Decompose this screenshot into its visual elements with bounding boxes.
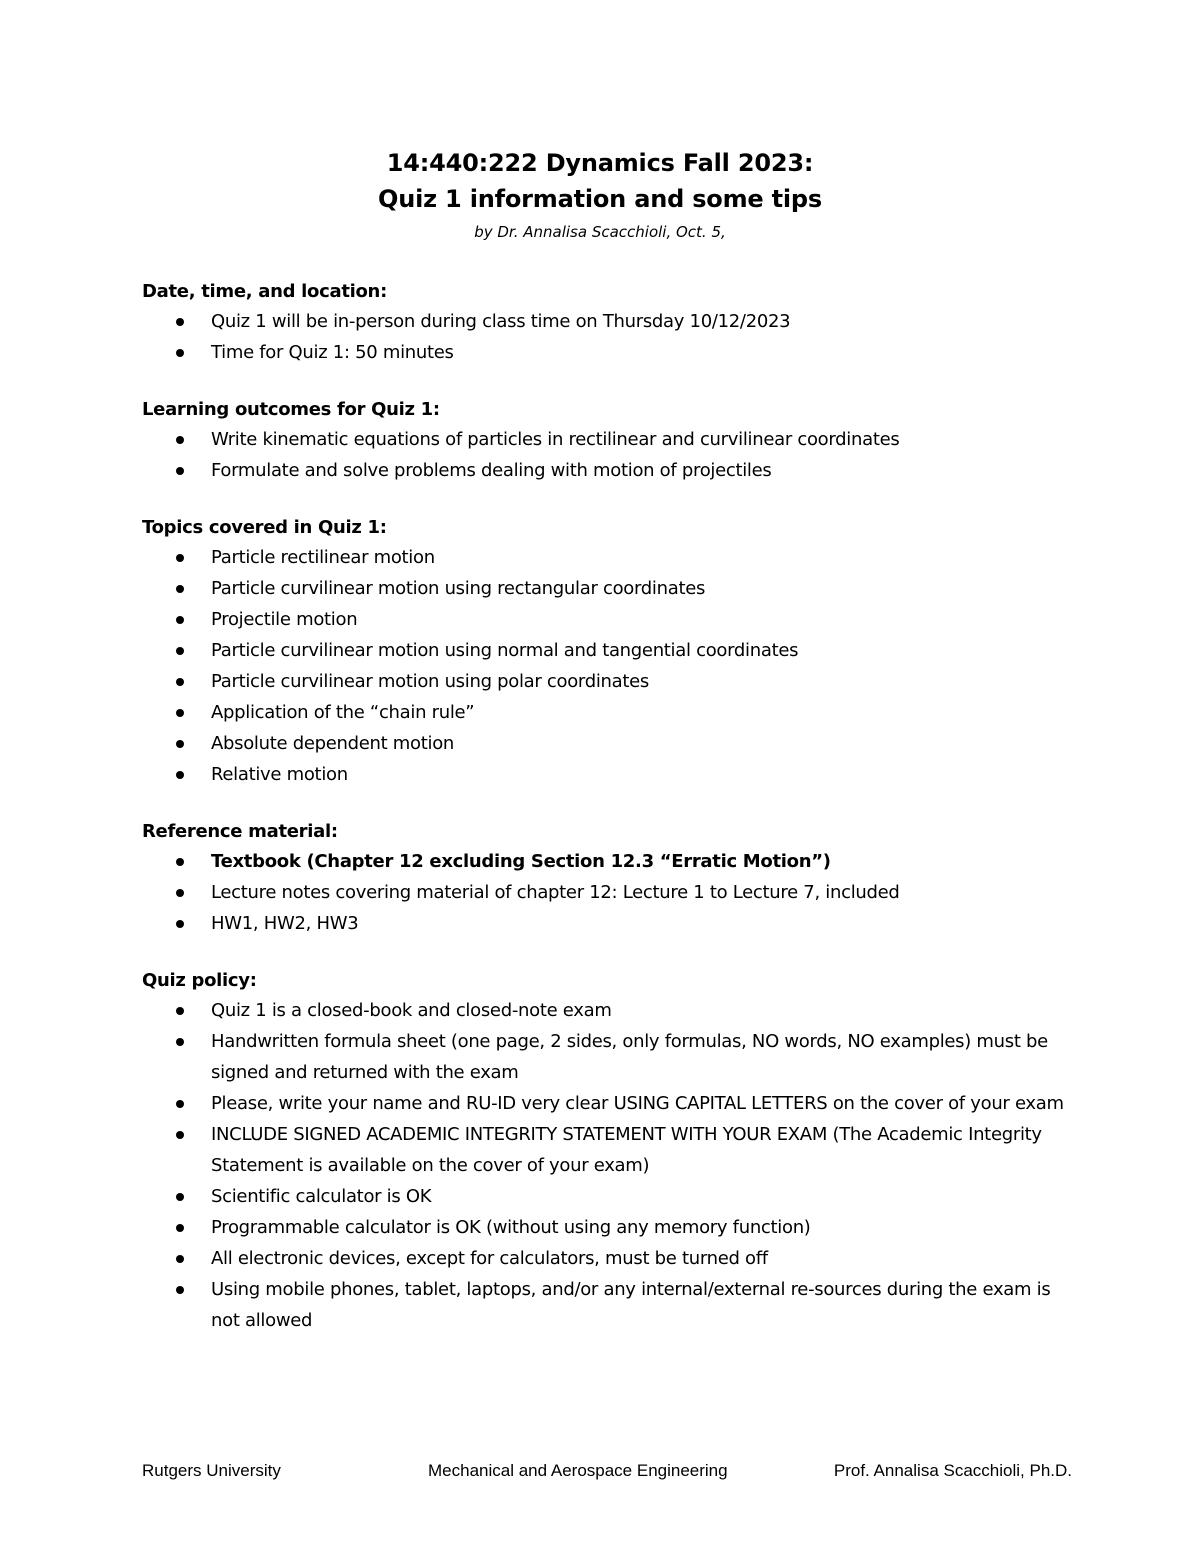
section-heading: Reference material:	[142, 821, 338, 842]
list-item	[142, 635, 1072, 666]
author-byline: by Dr. Annalisa Scacchioli, Oct. 5,	[474, 223, 726, 241]
list-item	[142, 1026, 1072, 1088]
list-item	[142, 1088, 1072, 1119]
list-item	[142, 846, 1072, 877]
list-item-text: Particle curvilinear motion using rectangular coordinates	[211, 578, 706, 599]
list-item	[142, 1181, 1072, 1212]
list-item	[142, 728, 1072, 759]
list-item-text: Using mobile phones, tablet, laptops, and/or any internal/external re-sources during the exam is not allowed	[211, 1279, 1051, 1331]
list-item-text: Scientific calculator is OK	[211, 1186, 432, 1207]
list-item-text: Time for Quiz 1: 50 minutes	[211, 342, 454, 363]
bullet-icon	[176, 554, 184, 562]
list-item-text: HW1, HW2, HW3	[211, 913, 359, 934]
footer-author: Prof. Annalisa Scacchioli, Ph.D.	[833, 1461, 1072, 1480]
list-item-text: Formulate and solve problems dealing with motion of projectiles	[211, 460, 772, 481]
bullet-icon	[176, 771, 184, 779]
list-item	[142, 1243, 1072, 1274]
bullet-list	[142, 306, 1072, 368]
section-heading: Date, time, and location:	[142, 281, 387, 302]
bullet-list	[142, 424, 1072, 486]
bullet-icon	[176, 1131, 184, 1139]
document-title: Quiz 1 information and some tips	[378, 185, 822, 213]
list-item	[142, 1119, 1072, 1181]
title-block	[0, 145, 1200, 245]
section-heading: Quiz policy:	[142, 970, 257, 991]
bullet-icon	[176, 349, 184, 357]
list-item-text: Particle curvilinear motion using polar coordinates	[211, 671, 649, 692]
list-item	[142, 1274, 1072, 1336]
list-item	[142, 424, 1072, 455]
bullet-icon	[176, 1286, 184, 1294]
bullet-icon	[176, 1100, 184, 1108]
list-item	[142, 666, 1072, 697]
list-item-text: Quiz 1 will be in-person during class time on Thursday 10/12/2023	[211, 311, 791, 332]
section	[142, 514, 1072, 790]
bullet-icon	[176, 647, 184, 655]
list-item-text: Please, write your name and RU-ID very clear USING CAPITAL LETTERS on the cover of your exam	[211, 1093, 1064, 1114]
bullet-icon	[176, 1193, 184, 1201]
document-body	[142, 278, 1072, 1364]
section	[142, 818, 1072, 939]
list-item-text: Projectile motion	[211, 609, 358, 630]
list-item	[142, 306, 1072, 337]
footer-department: Mechanical and Aerospace Engineering	[428, 1461, 728, 1480]
list-item	[142, 337, 1072, 368]
list-item	[142, 455, 1072, 486]
list-item-text: Lecture notes covering material of chapter 12: Lecture 1 to Lecture 7, included	[211, 882, 900, 903]
bullet-icon	[176, 467, 184, 475]
bullet-list	[142, 995, 1072, 1336]
section	[142, 278, 1072, 368]
list-item	[142, 697, 1072, 728]
list-item-text: All electronic devices, except for calculators, must be turned off	[211, 1248, 768, 1269]
bullet-icon	[176, 709, 184, 717]
list-item	[142, 908, 1072, 939]
bullet-icon	[176, 858, 184, 866]
section	[142, 396, 1072, 486]
list-item-text: INCLUDE SIGNED ACADEMIC INTEGRITY STATEMENT WITH YOUR EXAM (The Academic Integrity Statement is available on the cover of your exam)	[211, 1124, 1042, 1176]
bullet-list	[142, 542, 1072, 790]
bullet-icon	[176, 1224, 184, 1232]
page-footer	[142, 1460, 1072, 1482]
list-item-text: Particle curvilinear motion using normal and tangential coordinates	[211, 640, 799, 661]
bullet-icon	[176, 889, 184, 897]
list-item-text: Programmable calculator is OK (without using any memory function)	[211, 1217, 811, 1238]
course-title: 14:440:222 Dynamics Fall 2023:	[386, 149, 814, 177]
bullet-icon	[176, 740, 184, 748]
list-item	[142, 542, 1072, 573]
list-item	[142, 604, 1072, 635]
list-item-text: Quiz 1 is a closed-book and closed-note exam	[211, 1000, 612, 1021]
footer-university: Rutgers University	[142, 1461, 281, 1480]
bullet-icon	[176, 585, 184, 593]
list-item-text: Handwritten formula sheet (one page, 2 sides, only formulas, NO words, NO examples) must be signed and returned with the exam	[211, 1031, 1048, 1083]
bullet-icon	[176, 616, 184, 624]
bullet-icon	[176, 678, 184, 686]
bullet-list	[142, 846, 1072, 939]
list-item-text: Application of the “chain rule”	[211, 702, 475, 723]
bullet-icon	[176, 1038, 184, 1046]
section	[142, 967, 1072, 1336]
section-heading: Topics covered in Quiz 1:	[142, 517, 387, 538]
list-item	[142, 573, 1072, 604]
bullet-icon	[176, 436, 184, 444]
bullet-icon	[176, 1255, 184, 1263]
list-item	[142, 1212, 1072, 1243]
list-item-text: Write kinematic equations of particles in rectilinear and curvilinear coordinates	[211, 429, 900, 450]
list-item	[142, 759, 1072, 790]
list-item	[142, 995, 1072, 1026]
list-item-text: Textbook (Chapter 12 excluding Section 12.3 “Erratic Motion”)	[211, 851, 831, 872]
list-item-text: Relative motion	[211, 764, 348, 785]
list-item	[142, 877, 1072, 908]
list-item-text: Absolute dependent motion	[211, 733, 455, 754]
bullet-icon	[176, 318, 184, 326]
list-item-text: Particle rectilinear motion	[211, 547, 435, 568]
section-heading: Learning outcomes for Quiz 1:	[142, 399, 440, 420]
bullet-icon	[176, 1007, 184, 1015]
bullet-icon	[176, 920, 184, 928]
